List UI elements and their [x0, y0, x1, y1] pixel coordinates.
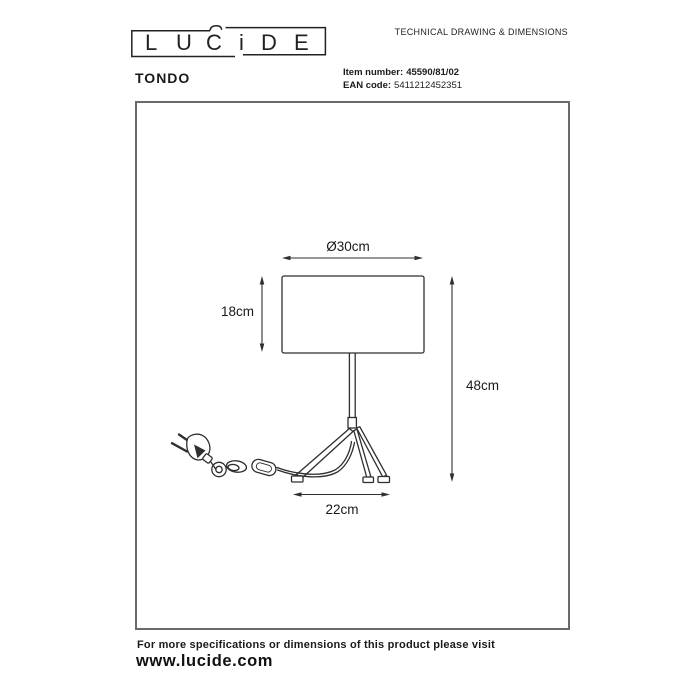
- website-link[interactable]: www.lucide.com: [136, 652, 274, 670]
- dimension-total-height: [450, 276, 455, 482]
- footer-note: For more specifications or dimensions of this product please visit: [137, 639, 495, 651]
- logo-letter: C: [206, 30, 222, 55]
- cord-loop: [212, 462, 226, 476]
- logo-letter: D: [261, 30, 277, 55]
- document-title: TECHNICAL DRAWING & DIMENSIONS: [394, 27, 568, 37]
- dim-label-total-height: 48cm: [466, 378, 500, 393]
- item-number-value: 45590/81/02: [406, 67, 460, 78]
- tripod-foot-right: [378, 477, 390, 483]
- logo-letter: L: [145, 30, 158, 55]
- ean-code-label: EAN code:: [343, 80, 392, 91]
- product-name: TONDO: [135, 70, 191, 86]
- logo-letter: i: [239, 30, 244, 55]
- tripod-leg-left: [297, 429, 354, 479]
- dimension-diameter: [282, 256, 423, 261]
- dim-label-diameter: Ø30cm: [326, 239, 370, 254]
- lamp-shade: [282, 276, 424, 353]
- dim-label-shade-height: 18cm: [220, 304, 254, 319]
- item-number-label: Item number:: [343, 67, 404, 78]
- cord-knot: [226, 460, 247, 474]
- logo-letter: E: [294, 30, 309, 55]
- dimension-shade-height: [260, 276, 265, 352]
- dimension-base-width: [293, 492, 390, 497]
- tripod-foot-left: [292, 476, 304, 482]
- logo-letter: U: [176, 30, 192, 55]
- inline-switch: [250, 458, 277, 477]
- ean-code-value: 5411212452351: [394, 80, 463, 91]
- power-plug: [172, 434, 213, 464]
- dim-label-base-width: 22cm: [325, 502, 359, 517]
- tripod-foot-mid: [363, 477, 374, 483]
- lamp-stem: [348, 354, 356, 429]
